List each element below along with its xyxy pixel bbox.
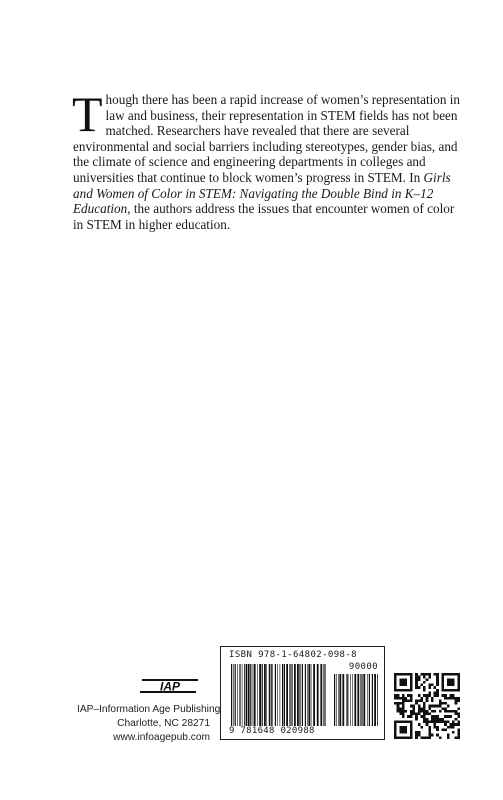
publisher-name: IAP–Information Age Publishing [77,704,221,715]
drop-cap: T [72,86,103,142]
publisher-website: www.infoagepub.com [113,732,210,743]
isbn-label: ISBN 978-1-64802-098-8 [229,650,358,660]
qr-code-icon [394,673,460,739]
barcode-addon-number: 90000 [348,662,378,672]
publisher-city: Charlotte, NC 28271 [117,718,210,729]
isbn-barcode-box [220,646,385,740]
barcode-addon-icon [334,674,378,726]
barcode-digits: 9 781648 020988 [229,726,315,736]
publisher-info [77,703,221,745]
barcode-main-icon [231,664,326,726]
back-cover-blurb [72,86,465,232]
iap-logo [140,678,200,694]
blurb-text-part1: hough there has been a rapid increase of women’s representation in law and business, their representation in STEM fields has not been matched. Researchers have revealed that there are several environmental and social barriers including stereotypes, gender bias, and the climate of science and engineering departments in colleges and universities that continue to block women’s progress in STEM. In [73,92,461,185]
logo-text: IAP [159,679,181,694]
blurb-text-part2: , the authors address the issues that encounter women of color in STEM in higher education. [73,201,455,232]
book-title: Girls and Women of Color in STEM: Navigating the Double Bind in K–12 Education [73,169,451,217]
